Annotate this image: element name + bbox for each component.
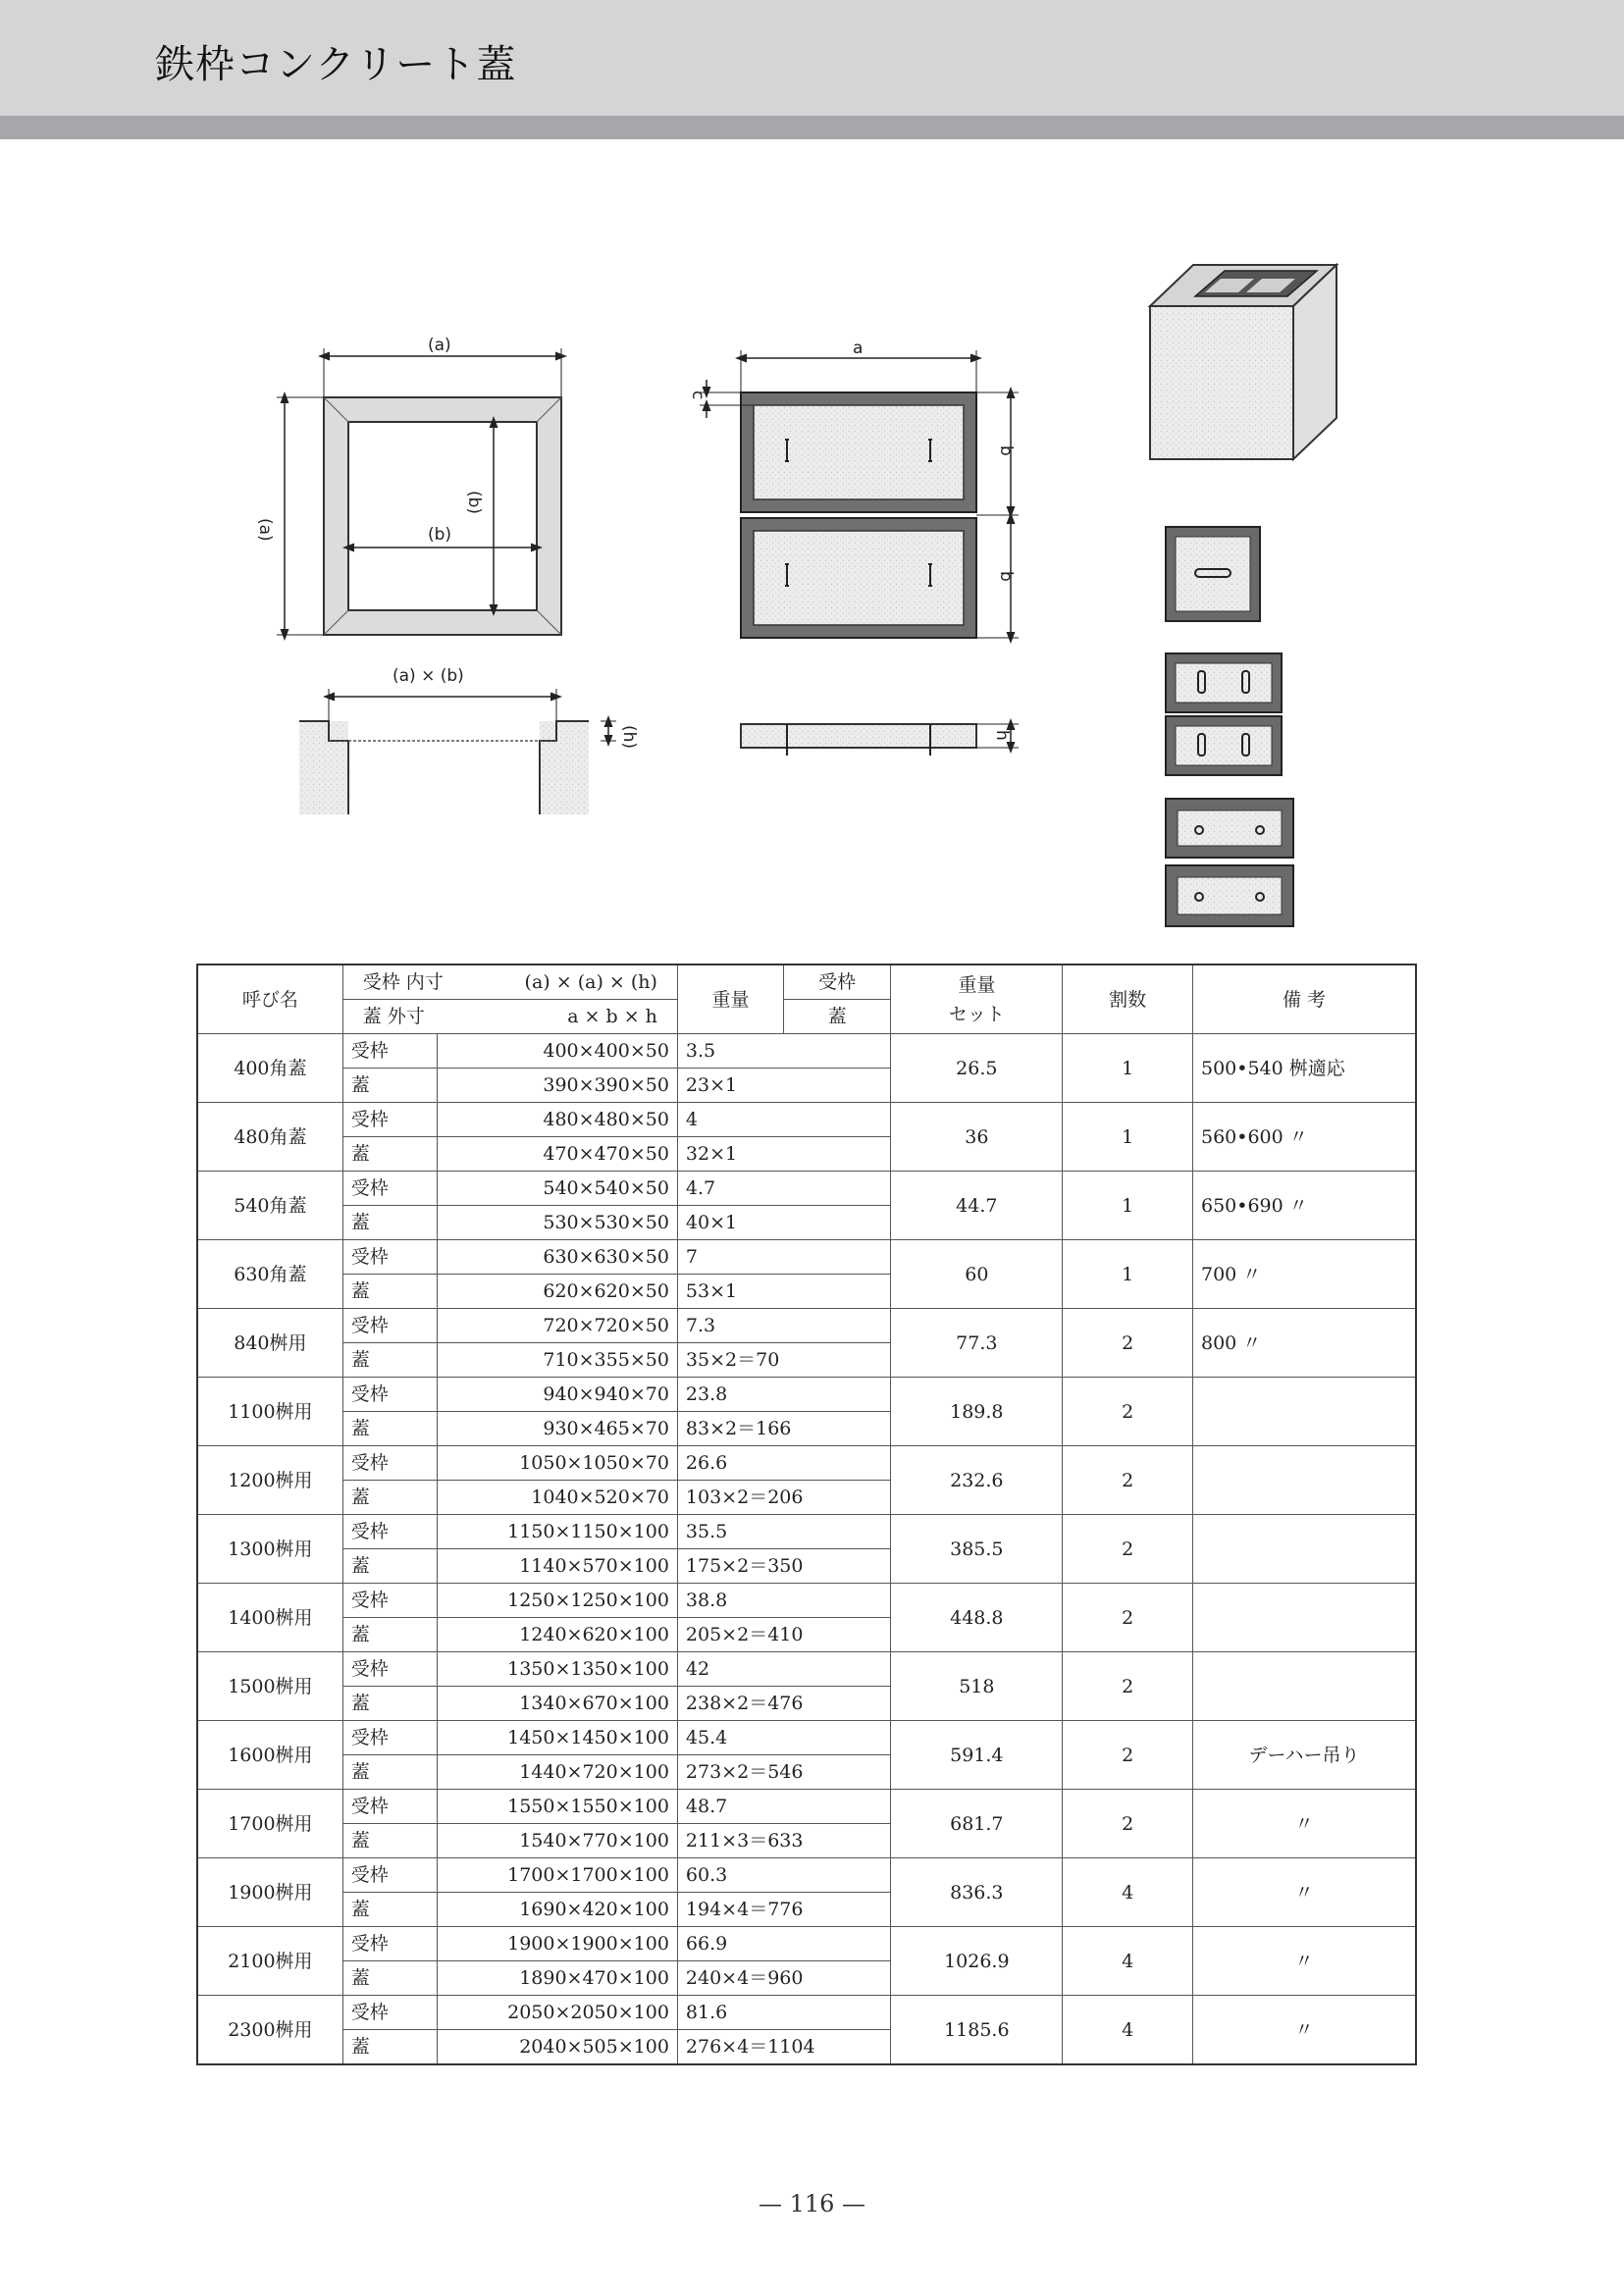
table-row [197, 1652, 1416, 1687]
bolt-cover-plan [1166, 799, 1293, 926]
divisions: 2 [1063, 1378, 1193, 1446]
frame-dimensions: 940×940×70 [437, 1378, 677, 1412]
divisions: 2 [1063, 1584, 1193, 1652]
frame-dimensions: 1350×1350×100 [437, 1652, 677, 1687]
header-weight-set: 重量 セット [891, 965, 1063, 1034]
remark [1193, 1584, 1417, 1652]
cover-dimensions: 390×390×50 [437, 1069, 677, 1103]
cover-dimensions: 2040×505×100 [437, 2030, 677, 2065]
frame-label: 受枠 [342, 1515, 437, 1549]
set-weight: 836.3 [891, 1858, 1063, 1927]
set-weight: 385.5 [891, 1515, 1063, 1584]
frame-weight: 26.6 [677, 1446, 890, 1481]
divisions: 2 [1063, 1446, 1193, 1515]
cover-dimensions: 1340×670×100 [437, 1687, 677, 1721]
frame-weight: 7 [677, 1240, 890, 1275]
table-row [197, 1378, 1416, 1412]
frame-weight: 4.7 [677, 1172, 890, 1206]
cover-dimensions: 1240×620×100 [437, 1618, 677, 1652]
divisions: 2 [1063, 1515, 1193, 1584]
header-divisions: 割数 [1063, 965, 1193, 1034]
cover-label: 蓋 [342, 1549, 437, 1584]
set-weight: 448.8 [891, 1584, 1063, 1652]
frame-dimensions: 1450×1450×100 [437, 1721, 677, 1755]
frame-weight: 60.3 [677, 1858, 890, 1893]
frame-dimensions: 1150×1150×100 [437, 1515, 677, 1549]
divisions: 4 [1063, 1996, 1193, 2065]
cover-label: 蓋 [342, 1893, 437, 1927]
frame-dimensions: 480×480×50 [437, 1103, 677, 1137]
frame-label: 受枠 [342, 1927, 437, 1961]
label-a-left: (a) [255, 518, 275, 542]
label-a-top: (a) [428, 336, 451, 355]
frame-label: 受枠 [342, 1446, 437, 1481]
cover-label: 蓋 [342, 1961, 437, 1996]
set-weight: 60 [891, 1240, 1063, 1309]
two-part-cover-plan [1166, 653, 1282, 775]
row-name: 2100桝用 [197, 1927, 342, 1996]
table-row [197, 1446, 1416, 1481]
frame-dimensions: 1550×1550×100 [437, 1790, 677, 1824]
cover-weight: 276×4＝1104 [677, 2030, 890, 2065]
row-name: 840桝用 [197, 1309, 342, 1378]
table-row [197, 1515, 1416, 1549]
frame-weight: 66.9 [677, 1927, 890, 1961]
row-name: 1900桝用 [197, 1858, 342, 1927]
cover-dimensions: 1540×770×100 [437, 1824, 677, 1858]
set-weight: 77.3 [891, 1309, 1063, 1378]
row-name: 630角蓋 [197, 1240, 342, 1309]
cover-weight: 40×1 [677, 1206, 890, 1240]
frame-weight: 23.8 [677, 1378, 890, 1412]
cover-dimensions: 1690×420×100 [437, 1893, 677, 1927]
frame-label: 受枠 [342, 1652, 437, 1687]
set-weight: 44.7 [891, 1172, 1063, 1240]
cover-label: 蓋 [342, 1412, 437, 1446]
isometric-box [1150, 265, 1336, 459]
frame-weight: 48.7 [677, 1790, 890, 1824]
remark [1193, 1446, 1417, 1515]
row-name: 1600桝用 [197, 1721, 342, 1790]
cover-label: 蓋 [342, 1618, 437, 1652]
frame-label: 受枠 [342, 1858, 437, 1893]
set-weight: 232.6 [891, 1446, 1063, 1515]
divisions: 1 [1063, 1103, 1193, 1172]
row-name: 400角蓋 [197, 1034, 342, 1103]
remark [1193, 1515, 1417, 1584]
header-name: 呼び名 [197, 965, 342, 1034]
cover-label: 蓋 [342, 1343, 437, 1378]
table-row [197, 1240, 1416, 1275]
divisions: 1 [1063, 1172, 1193, 1240]
set-weight: 1026.9 [891, 1927, 1063, 1996]
cover-dimensions: 620×620×50 [437, 1275, 677, 1309]
label-h: h [992, 730, 1012, 741]
cover-weight: 35×2＝70 [677, 1343, 890, 1378]
frame-dimensions: 540×540×50 [437, 1172, 677, 1206]
header-weight-frame: 受枠 [784, 965, 891, 1000]
label-c: c [688, 391, 707, 400]
cover-weight: 205×2＝410 [677, 1618, 890, 1652]
technical-drawings [0, 0, 1624, 962]
label-h-paren: (h) [619, 725, 639, 750]
cover-weight: 53×1 [677, 1275, 890, 1309]
table-row [197, 1927, 1416, 1961]
frame-dimensions: 720×720×50 [437, 1309, 677, 1343]
divisions: 2 [1063, 1309, 1193, 1378]
cover-weight: 32×1 [677, 1137, 890, 1172]
remark [1193, 1652, 1417, 1721]
frame-weight: 3.5 [677, 1034, 890, 1069]
set-weight: 1185.6 [891, 1996, 1063, 2065]
cover-dimensions: 1890×470×100 [437, 1961, 677, 1996]
set-weight: 36 [891, 1103, 1063, 1172]
cover-label: 蓋 [342, 1069, 437, 1103]
set-weight: 26.5 [891, 1034, 1063, 1103]
cover-label: 蓋 [342, 1481, 437, 1515]
remark [1193, 1378, 1417, 1446]
cover-section-view [741, 724, 1019, 756]
cover-label: 蓋 [342, 1755, 437, 1790]
frame-label: 受枠 [342, 1721, 437, 1755]
divisions: 1 [1063, 1034, 1193, 1103]
frame-weight: 38.8 [677, 1584, 890, 1618]
remark: 500•540 桝適応 [1193, 1034, 1417, 1103]
frame-label: 受枠 [342, 1034, 437, 1069]
cover-weight: 273×2＝546 [677, 1755, 890, 1790]
spec-table [196, 964, 1417, 2065]
frame-label: 受枠 [342, 1103, 437, 1137]
row-name: 1100桝用 [197, 1378, 342, 1446]
cover-weight: 211×3＝633 [677, 1824, 890, 1858]
cover-dimensions: 470×470×50 [437, 1137, 677, 1172]
label-b-vertical: (b) [464, 491, 484, 515]
cover-label: 蓋 [342, 1824, 437, 1858]
row-name: 1200桝用 [197, 1446, 342, 1515]
label-b-upper: b [996, 445, 1016, 456]
cover-weight: 240×4＝960 [677, 1961, 890, 1996]
divisions: 4 [1063, 1858, 1193, 1927]
frame-weight: 81.6 [677, 1996, 890, 2030]
frame-weight: 4 [677, 1103, 890, 1137]
set-weight: 189.8 [891, 1378, 1063, 1446]
table-row [197, 1858, 1416, 1893]
cover-dimensions: 1440×720×100 [437, 1755, 677, 1790]
remark: 〃 [1193, 1996, 1417, 2065]
frame-weight: 7.3 [677, 1309, 890, 1343]
cover-label: 蓋 [342, 2030, 437, 2065]
row-name: 1700桝用 [197, 1790, 342, 1858]
cover-weight: 238×2＝476 [677, 1687, 890, 1721]
divisions: 2 [1063, 1790, 1193, 1858]
single-cover-plan [1166, 527, 1260, 621]
cover-dimensions: 530×530×50 [437, 1206, 677, 1240]
divisions: 2 [1063, 1652, 1193, 1721]
frame-label: 受枠 [342, 1240, 437, 1275]
cover-dimensions: 930×465×70 [437, 1412, 677, 1446]
cover-weight: 103×2＝206 [677, 1481, 890, 1515]
cover-weight: 23×1 [677, 1069, 890, 1103]
frame-dimensions: 1050×1050×70 [437, 1446, 677, 1481]
table-row [197, 1103, 1416, 1137]
header-frame-dims: 受枠 内寸 (a) × (a) × (h) [342, 965, 677, 1000]
header-cover-dims: 蓋 外寸 a × b × h [342, 1000, 677, 1034]
cover-label: 蓋 [342, 1687, 437, 1721]
frame-dimensions: 1700×1700×100 [437, 1858, 677, 1893]
spec-table-body [197, 1034, 1416, 2065]
frame-label: 受枠 [342, 1378, 437, 1412]
row-name: 480角蓋 [197, 1103, 342, 1172]
cover-label: 蓋 [342, 1206, 437, 1240]
page-number: — 116 — [758, 2190, 866, 2217]
frame-weight: 42 [677, 1652, 890, 1687]
cover-dimensions: 1140×570×100 [437, 1549, 677, 1584]
cover-weight: 83×2＝166 [677, 1412, 890, 1446]
remark: 〃 [1193, 1858, 1417, 1927]
table-row [197, 1172, 1416, 1206]
cover-plan-view [688, 339, 1019, 638]
cover-weight: 175×2＝350 [677, 1549, 890, 1584]
label-a: a [853, 339, 864, 358]
frame-label: 受枠 [342, 1996, 437, 2030]
set-weight: 591.4 [891, 1721, 1063, 1790]
header-remarks: 備 考 [1193, 965, 1417, 1034]
frame-label: 受枠 [342, 1309, 437, 1343]
row-name: 1500桝用 [197, 1652, 342, 1721]
divisions: 4 [1063, 1927, 1193, 1996]
frame-weight: 45.4 [677, 1721, 890, 1755]
row-name: 1400桝用 [197, 1584, 342, 1652]
frame-label: 受枠 [342, 1584, 437, 1618]
cover-dimensions: 1040×520×70 [437, 1481, 677, 1515]
frame-top-view [255, 336, 561, 635]
set-weight: 518 [891, 1652, 1063, 1721]
row-name: 2300桝用 [197, 1996, 342, 2065]
remark: 〃 [1193, 1927, 1417, 1996]
cover-dimensions: 710×355×50 [437, 1343, 677, 1378]
frame-section-view [299, 666, 639, 814]
label-b-lower: b [996, 571, 1016, 582]
page-title: 鉄枠コンクリート蓋 [155, 42, 517, 87]
cover-weight: 194×4＝776 [677, 1893, 890, 1927]
table-row [197, 1996, 1416, 2030]
cover-label: 蓋 [342, 1137, 437, 1172]
divisions: 2 [1063, 1721, 1193, 1790]
frame-label: 受枠 [342, 1172, 437, 1206]
header-weight: 重量 [677, 965, 783, 1034]
remark: 800 〃 [1193, 1309, 1417, 1378]
remark: 650•690 〃 [1193, 1172, 1417, 1240]
row-name: 1300桝用 [197, 1515, 342, 1584]
remark: 560•600 〃 [1193, 1103, 1417, 1172]
table-row [197, 1309, 1416, 1343]
table-row [197, 1034, 1416, 1069]
table-row [197, 1721, 1416, 1755]
remark: 700 〃 [1193, 1240, 1417, 1309]
frame-dimensions: 630×630×50 [437, 1240, 677, 1275]
set-weight: 681.7 [891, 1790, 1063, 1858]
frame-dimensions: 400×400×50 [437, 1034, 677, 1069]
header-weight-cover: 蓋 [784, 1000, 891, 1034]
remark: デーハー吊り [1193, 1721, 1417, 1790]
frame-dimensions: 1900×1900×100 [437, 1927, 677, 1961]
frame-dimensions: 2050×2050×100 [437, 1996, 677, 2030]
row-name: 540角蓋 [197, 1172, 342, 1240]
cover-label: 蓋 [342, 1275, 437, 1309]
label-a-times-b: (a) × (b) [393, 666, 464, 686]
frame-label: 受枠 [342, 1790, 437, 1824]
table-row [197, 1790, 1416, 1824]
frame-dimensions: 1250×1250×100 [437, 1584, 677, 1618]
divisions: 1 [1063, 1240, 1193, 1309]
frame-weight: 35.5 [677, 1515, 890, 1549]
table-row [197, 1584, 1416, 1618]
label-b-horizontal: (b) [428, 525, 452, 545]
remark: 〃 [1193, 1790, 1417, 1858]
